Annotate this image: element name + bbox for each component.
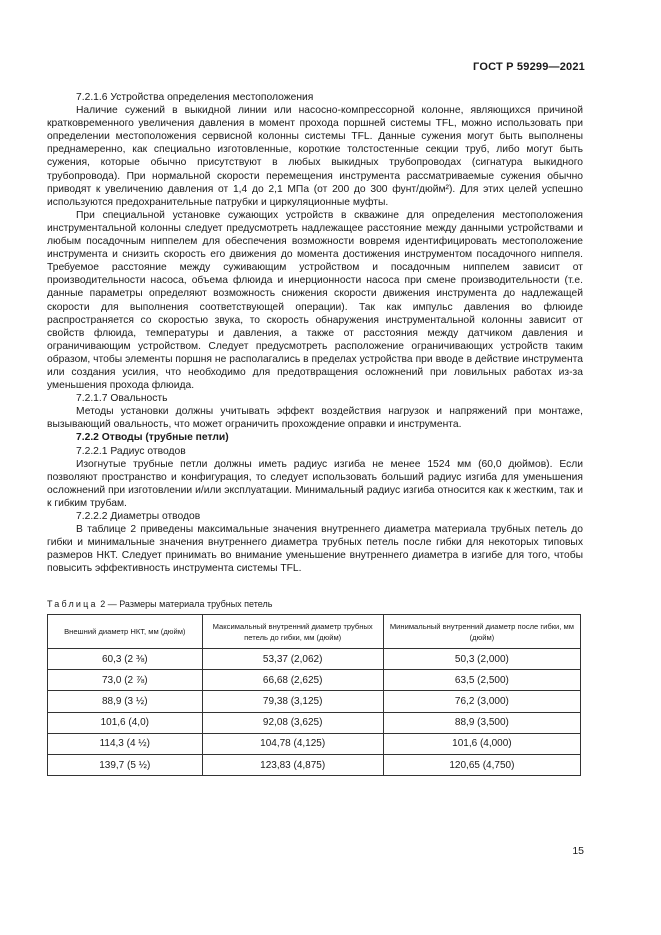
table-cell: 88,9 (3,500) (383, 712, 580, 733)
table-cell: 114,3 (4 ½) (48, 733, 203, 754)
paragraph: 7.2.2.2 Диаметры отводов (76, 511, 201, 522)
paragraph: При специальной установке сужающих устройств в скважине для определения местоположения инструментальной колонны следует предусмотреть надлежащее расстояние между данными устройствами и любым посадочным ниппелем для обеспечения возможности вовремя идентифицировать местоположение инструмента и снизить скорость его движения до момента достижения инструментом посадочного ниппеля. Требуемое расстояние между суживающим устройством и посадочным ниппелем зависит от производительности насоса, объема флюида и инерционности насоса при смене производительности (т.е. данные параметры определяют возможность снижения скорости движения инструмента до надлежащей скорости для выполнения соответствующей операции). Так как импульс давления во флюиде распространяется со скоростью звука, то скорость обнаружения инструментальной колонны зависит от свойств флюида, температуры и давления, а также от расстояния между датчиком давления и ограничивающим устройством. Следует предусмотреть расположение ограничивающих устройств таким образом, чтобы элементы поршня не располагались в пределах устройства при вводе в действие инструмента или создания усилия, что необходимо для предотвращения осложнений при ловильных работах из-за уменьшения прохода флюида. (47, 209, 583, 392)
table-caption-label: Таблица (47, 599, 98, 609)
table-row (48, 754, 581, 775)
table-cell: 120,65 (4,750) (383, 754, 580, 775)
pipe-dimensions-table (47, 614, 581, 776)
paragraph: Изогнутые трубные петли должны иметь радиус изгиба не менее 1524 мм (60,0 дюймов). Если позволяют пространство и конфигурация, то следует использовать больший радиус изгиба для уменьшения осложнений при изготовлении и/или эксплуатации. Минимальный радиус изгиба относится как к жестким, так и к гибким трубам. (47, 458, 583, 509)
table-cell: 76,2 (3,000) (383, 691, 580, 712)
header-max-inner-diameter: Максимальный внутренний диаметр трубных петель до гибки, мм (дюйм) (202, 615, 383, 649)
standard-number: ГОСТ Р 59299—2021 (473, 61, 585, 73)
table-cell: 92,08 (3,625) (202, 712, 383, 733)
table-cell: 60,3 (2 ⅜) (48, 649, 203, 670)
table-cell: 53,37 (2,062) (202, 649, 383, 670)
table-cell: 66,68 (2,625) (202, 670, 383, 691)
paragraph: 7.2.2.1 Радиус отводов (76, 445, 186, 457)
header-outer-diameter: Внешний диаметр НКТ, мм (дюйм) (48, 615, 203, 649)
table-row (48, 712, 581, 733)
table-cell: 123,83 (4,875) (202, 754, 383, 775)
table-caption-text: 2 — Размеры материала трубных петель (100, 599, 273, 609)
paragraph: Наличие сужений в выкидной линии или насосно-компрессорной колонне, являющихся причиной кратковременного увеличения давления в момент прохода поршней системы TFL, можно использовать при определении местоположения сервисной колонны системы TFL. Данные сужения могут быть выполнены преднамеренно, как специально изготовленные, короткие толстостенные секции труб, либо могут быть сужения, которые обычно присутствуют в любых выкидных трубопроводах (сигнатура выкидного трубопровода). При нормальной скорости перемещения инструмента рассматриваемые сужения обычно приводят к увеличению давления от 1,4 до 2,1 МПа (от 200 до 300 фунт/дюйм²). Для этих целей успешно используются предохранительные патрубки и циркуляционные муфты. (47, 105, 583, 208)
header-min-inner-diameter: Минимальный внутренний диаметр после гибки, мм (дюйм) (383, 615, 580, 649)
table-cell: 63,5 (2,500) (383, 670, 580, 691)
table-cell: 79,38 (3,125) (202, 691, 383, 712)
paragraph: 7.2.1.6 Устройства определения местоположения (76, 92, 314, 103)
table-row (48, 691, 581, 712)
body-text (47, 91, 583, 575)
table-cell: 101,6 (4,0) (48, 712, 203, 733)
table-cell: 101,6 (4,000) (383, 733, 580, 754)
paragraph: 7.2.1.7 Овальность (76, 393, 168, 405)
table-row (48, 733, 581, 754)
table-cell: 104,78 (4,125) (202, 733, 383, 754)
table-header-row (48, 615, 581, 649)
paragraph: В таблице 2 приведены максимальные значения внутреннего диаметра материала трубных петель до гибки и минимальные значения внутреннего диаметра трубных петель после гибки для некоторых типовых размеров НКТ. Следует принимать во внимание уменьшение внутреннего диаметра в изгибе для того, чтобы повысить эффективность инструмента системы TFL. (47, 524, 583, 575)
table-row (48, 670, 581, 691)
table-row (48, 649, 581, 670)
paragraph: Методы установки должны учитывать эффект воздействия нагрузок и напряжений при монтаже, вызывающий овальность, что может ограничить прохождение оправки и инструмента. (47, 406, 583, 431)
table-cell: 73,0 (2 ⅞) (48, 670, 203, 691)
section-heading: 7.2.2 Отводы (трубные петли) (76, 432, 229, 444)
table-cell: 139,7 (5 ½) (48, 754, 203, 775)
table-caption (47, 598, 272, 610)
table-cell: 50,3 (2,000) (383, 649, 580, 670)
table-cell: 88,9 (3 ½) (48, 691, 203, 712)
page-number: 15 (572, 845, 584, 857)
